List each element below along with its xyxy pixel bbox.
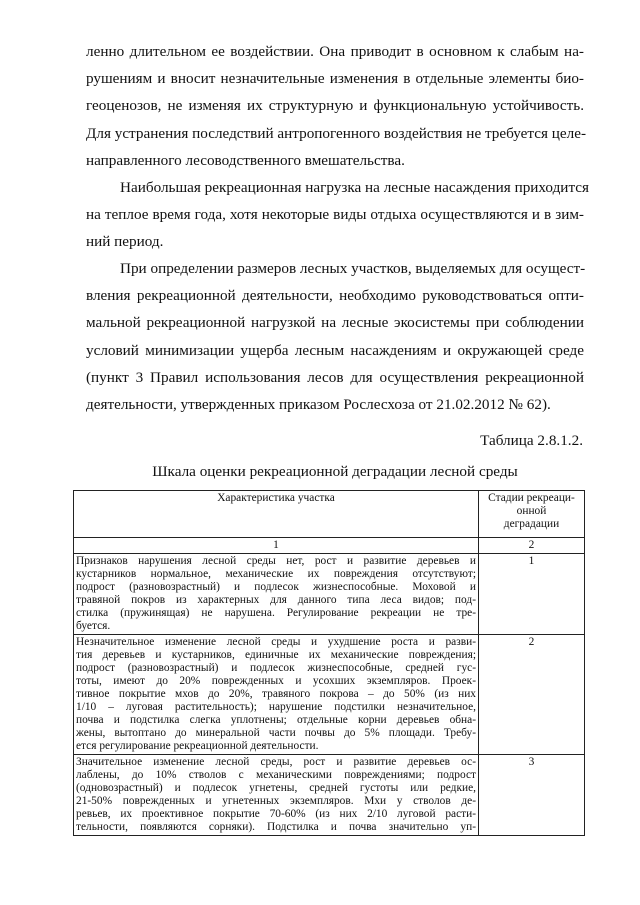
paragraph-1 xyxy=(86,38,587,174)
cell-line: тоты, имеют до 20% поврежденных и усохших экземпляров. Проек- xyxy=(76,675,476,687)
cell-line: подрост (разновозрастный) и подлесок жизнеспособные, средней гус- xyxy=(76,662,476,674)
cell-line: 21-50% поврежденных и угнетенных экземпляров. Мхи у стволов де- xyxy=(76,795,476,807)
cell-line: лаблены, до 10% стволов с механическими повреждениями; подрост xyxy=(76,769,476,781)
text-line: направленного лесоводственного вмешательства. xyxy=(86,151,405,169)
header-line: Стадии рекреаци- xyxy=(488,492,575,504)
table-row xyxy=(74,635,585,755)
text-line: вления рекреационной деятельности, необходимо руководствоваться опти- xyxy=(86,287,584,305)
cell-line: Признаков нарушения лесной среды нет, рост и развитие деревьев и xyxy=(76,555,476,567)
text-line: рушениям и вносит незначительные изменения в отдельные элементы био- xyxy=(86,70,584,88)
cell-line: стилка (пружинящая) не нарушена. Регулирование рекреации не тре- xyxy=(76,607,476,619)
column-number: 1 xyxy=(74,538,479,554)
cell-line: 1/10 – луговая растительность); нарушение подстилки незначительное, xyxy=(76,701,476,713)
text-line: условий минимизации ущерба лесным насаждениям и окружающей среде xyxy=(86,341,584,359)
table-number: Таблица 2.8.1.2. xyxy=(480,432,583,449)
stage-cell: 2 xyxy=(479,635,585,755)
cell-line: Значительное изменение лесной среды, рост и развитие деревьев ос- xyxy=(76,756,476,768)
text-line: ленно длительном ее воздействии. Она приводит в основном к слабым на- xyxy=(86,43,584,60)
text-line: деятельности, утвержденных приказом Рослесхоза от 21.02.2012 № 62). xyxy=(86,396,551,414)
cell-line: ется регулирование рекреационной деятельности. xyxy=(76,740,319,752)
degradation-scale-table xyxy=(73,490,585,836)
cell-line: (одновозрастный) и подлесок угнетены, средней густоты или редкие, xyxy=(76,782,476,794)
cell-line: подрост (разновозрастный) и подлесок жизнеспособные. Моховой и xyxy=(76,581,476,593)
column-header-stage xyxy=(479,491,585,538)
cell-line: тивное покрытие мхов до 20%, травяного покрова – до 50% (из них xyxy=(76,688,476,700)
column-number: 2 xyxy=(479,538,585,554)
text-line: на теплое время года, хотя некоторые виды отдыха осуществляются и в зим- xyxy=(86,206,584,224)
cell-line: травяной покров из характерных для данного типа леса видов; под- xyxy=(76,594,476,606)
stage-cell: 3 xyxy=(479,755,585,836)
paragraph-3 xyxy=(86,255,584,418)
characteristic-cell xyxy=(74,755,479,836)
text-line: Наибольшая рекреационная нагрузка на лесные насаждения приходится xyxy=(120,179,589,196)
header-line: онной xyxy=(516,505,547,517)
cell-line: тельности, появляются сорняки). Подстилка и почва значительно уп- xyxy=(76,821,476,833)
text-line: Для устранения последствий антропогенного воздействия не требуется целе- xyxy=(86,124,587,142)
cell-line: тия деревьев и кустарников, единичные их механические повреждения; xyxy=(76,649,476,661)
cell-line: кустарников нормальное, механические их повреждения отсутствуют; xyxy=(76,568,476,580)
paragraph-2 xyxy=(86,174,589,256)
cell-line: буется. xyxy=(76,620,111,632)
cell-line: ревьев, их проективное покрытие 70-60% (из них 2/10 луговой расти- xyxy=(76,808,476,820)
characteristic-cell xyxy=(74,554,479,635)
table-header-row xyxy=(74,491,585,538)
text-line: (пункт 3 Правил использования лесов для осуществления рекреационной xyxy=(86,368,584,386)
text-line: При определении размеров лесных участков, выделяемых для осущест- xyxy=(120,260,586,277)
cell-line: Незначительное изменение лесной среды и ухудшение роста и разви- xyxy=(76,636,476,648)
cell-line: почва и подстилка слегка уплотнены; отдельные корни деревьев обна- xyxy=(76,714,476,726)
text-line: ний период. xyxy=(86,233,164,251)
column-header-characteristic: Характеристика участка xyxy=(74,491,479,538)
table-row xyxy=(74,755,585,836)
characteristic-cell xyxy=(74,635,479,755)
table-row xyxy=(74,554,585,635)
text-line: мальной рекреационной нагрузкой на лесные экосистемы при соблюдении xyxy=(86,314,584,332)
cell-line: жены, вытоптано до минеральной части почвы до 5% площади. Требу- xyxy=(76,727,476,739)
column-number-row xyxy=(74,538,585,554)
table-title: Шкала оценки рекреационной деградации лесной среды xyxy=(152,463,518,480)
text-line: геоценозов, не изменяя их структурную и функциональную устойчивость. xyxy=(86,97,584,115)
header-line: деградации xyxy=(503,518,560,530)
stage-cell: 1 xyxy=(479,554,585,635)
